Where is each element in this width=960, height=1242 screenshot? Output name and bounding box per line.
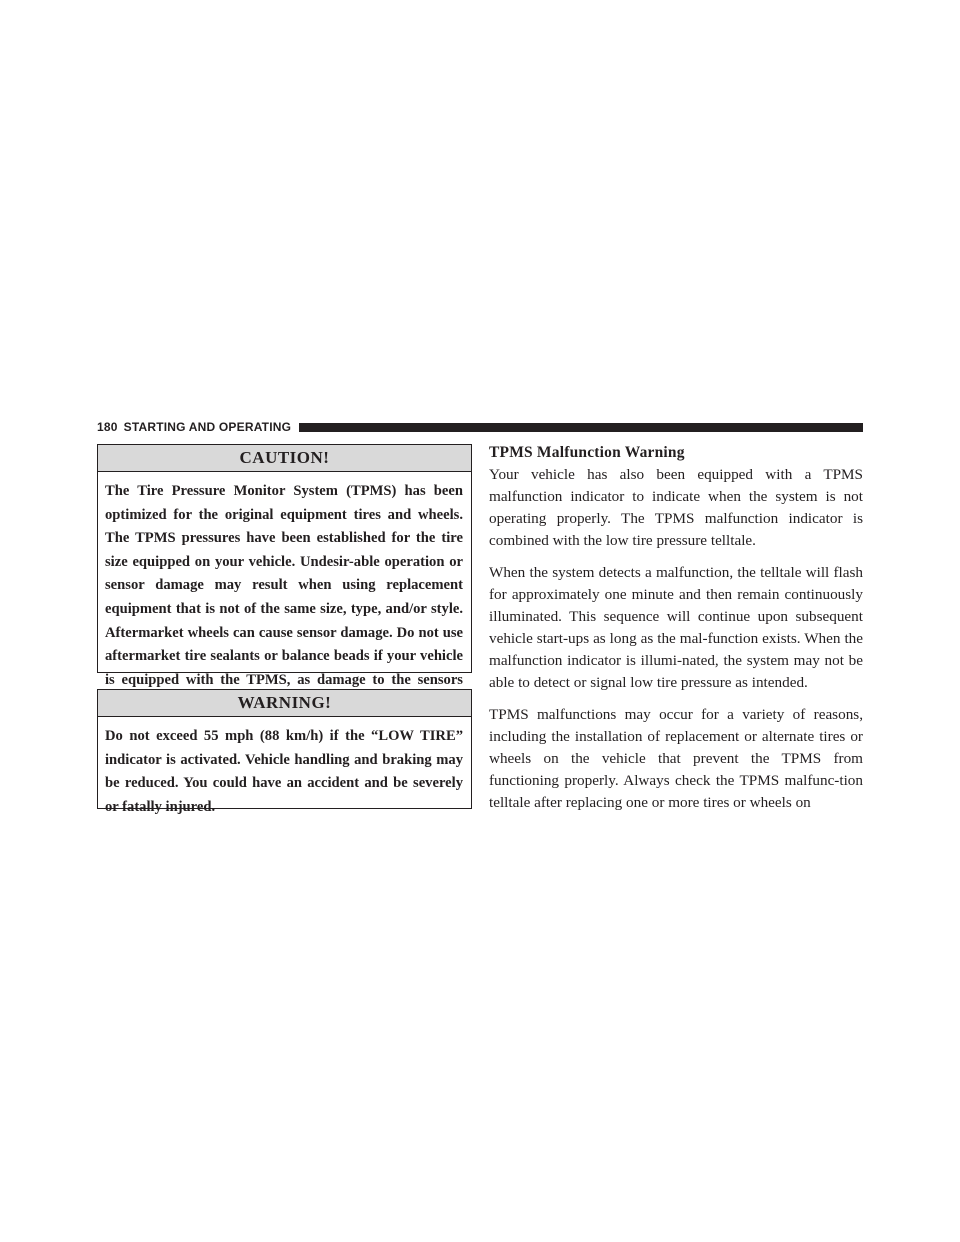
warning-text: Do not exceed 55 mph (88 km/h) if the “LOW TIRE” indicator is activated. Vehicle handling and braking may be reduced. You could have an accident and be severely or fatally injured. [105,728,463,815]
caution-text: The Tire Pressure Monitor System (TPMS) has been optimized for the original equipment tires and wheels. The TPMS pressures have been established for the tire size equipped on your vehicle. Undesir-able operation or sensor damage may result when using replacement equipment that is not of the same size, type, and/or style. Aftermarket wheels can cause sensor damage. Do not use aftermarket tire sealants or balance beads if your vehicle is equipped with the TPMS, as damage to the sensors [105,483,463,688]
paragraph-3: TPMS malfunctions may occur for a variety of reasons, including the installation of replacement or alternate tires or wheels on the vehicle that prevent the TPMS from functioning properly. Always check the TPMS malfunc-tion telltale after replacing one or more tires or wheels on [489,706,863,811]
right-column [489,443,863,814]
warning-title: WARNING! [98,690,471,717]
caution-box [97,444,472,688]
section-title: STARTING AND OPERATING [123,420,292,434]
caution-title: CAUTION! [98,445,471,472]
page-number: 180 [97,420,118,434]
header-rule [299,423,863,432]
section-heading: TPMS Malfunction Warning [489,444,685,461]
warning-box [97,689,472,815]
paragraph-1: Your vehicle has also been equipped with a TPMS malfunction indicator to indicate when the system is not operating properly. The TPMS malfunction indicator is combined with the low tire pressure telltale. [489,466,863,549]
paragraph-2: When the system detects a malfunction, the telltale will flash for approximately one minute and then remain continuously illuminated. This sequence will continue upon subsequent vehicle start-ups as long as the mal-function exists. When the malfunction indicator is illumi-nated, the system may not be able to detect or signal low tire pressure as intended. [489,564,863,691]
page-header [97,419,863,435]
